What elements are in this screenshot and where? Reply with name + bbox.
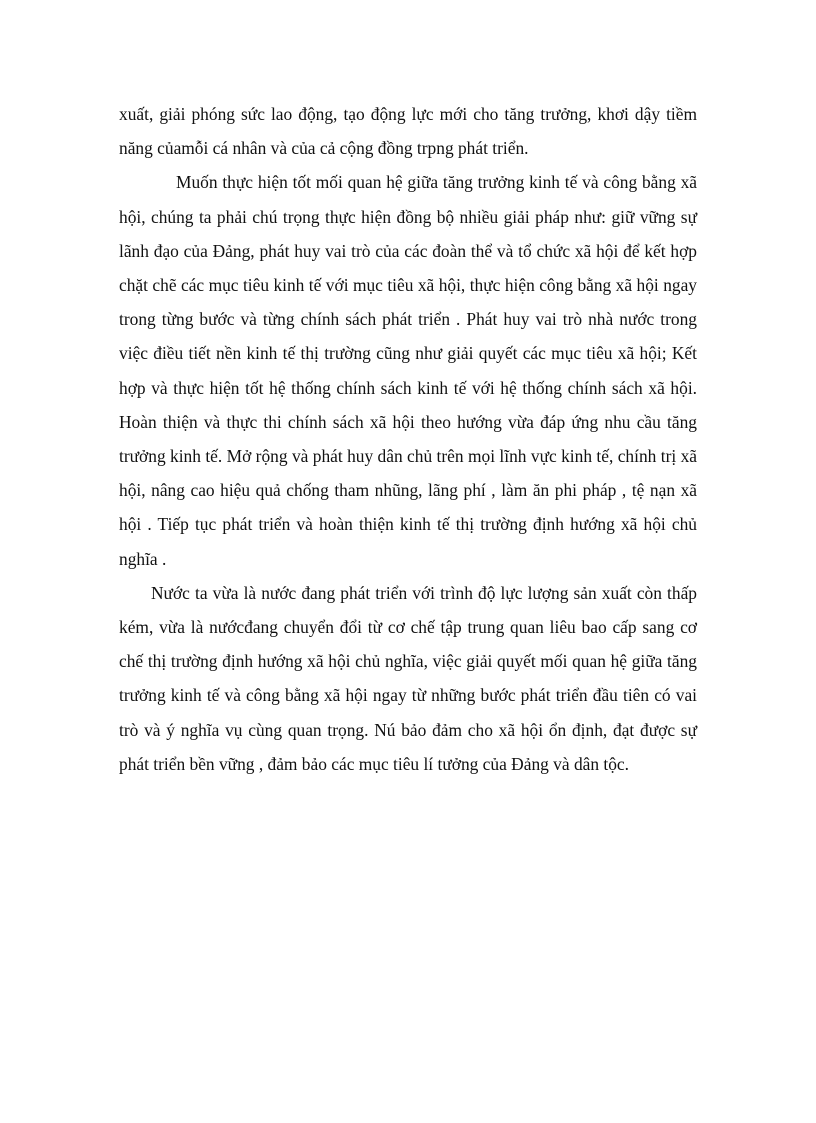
document-body — [119, 97, 697, 781]
paragraph-conclusion: Nước ta vừa là nước đang phát triển với trình độ lực lượng sản xuất còn thấp kém, vừa là nướcđang chuyển đổi từ cơ chế tập trung quan liêu bao cấp sang cơ chế thị trường định hướng xã hội chủ nghĩa, việc giải quyết mối quan hệ giữa tăng trưởng kinh tế và công bằng xã hội ngay từ những bước phát triển đầu tiên có vai trò và ý nghĩa vụ cùng quan trọng. Nú bảo đảm cho xã hội ổn định, đạt được sự phát triển bền vững , đảm bảo các mục tiêu lí tưởng của Đảng và dân tộc. — [119, 582, 697, 774]
paragraph-solutions: Muốn thực hiện tốt mối quan hệ giữa tăng trưởng kinh tế và công bằng xã hội, chúng ta phải chú trọng thực hiện đồng bộ nhiều giải pháp như: giữ vững sự lãnh đạo của Đảng, phát huy vai trò của các đoàn thể và tổ chức xã hội để kết hợp chặt chẽ các mục tiêu kinh tế với mục tiêu xã hội, thực hiện công bằng xã hội ngay trong từng bước và từng chính sách phát triển . Phát huy vai trò nhà nước trong việc điều tiết nền kinh tế thị trường cũng như giải quyết các mục tiêu xã hội; Kết hợp và thực hiện tốt hệ thống chính sách kinh tế với hệ thống chính sách xã hội. Hoàn thiện và thực thi chính sách xã hội theo hướng vừa đáp ứng nhu cầu tăng trưởng kinh tế. Mở rộng và phát huy dân chủ trên mọi lĩnh vực kinh tế, chính trị xã hội, nâng cao hiệu quả chống tham nhũng, lãng phí , làm ăn phi pháp , tệ nạn xã hội . Tiếp tục phát triển và hoàn thiện kinh tế thị trường định hướng xã hội chủ nghĩa . — [119, 172, 697, 569]
paragraph-continuation: xuất, giải phóng sức lao động, tạo động lực mới cho tăng trưởng, khơi dậy tiềm năng củamỗi cá nhân và của cả cộng đồng trpng phát triển. — [119, 104, 697, 159]
